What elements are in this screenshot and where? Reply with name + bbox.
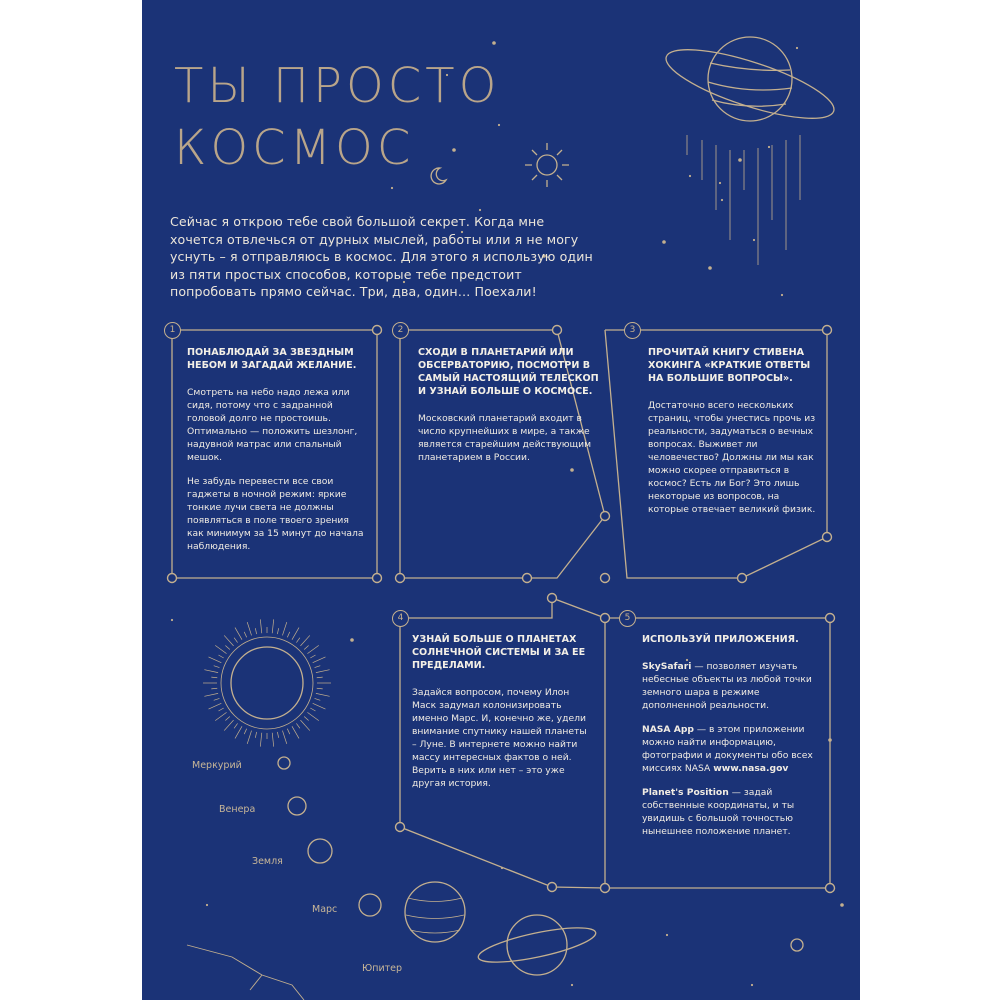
sun-ray bbox=[287, 632, 289, 637]
route-node bbox=[601, 614, 610, 623]
route-node bbox=[396, 823, 405, 832]
route-node bbox=[548, 883, 557, 892]
sun-ray bbox=[317, 688, 323, 689]
sun-icon bbox=[525, 143, 569, 187]
star-icon bbox=[571, 984, 573, 986]
app-description: — задай собственные координаты, и ты увидишь с большой точностью нынешнее положение планет. bbox=[642, 787, 795, 837]
route-node bbox=[738, 574, 747, 583]
sun-ray bbox=[277, 628, 278, 634]
route-node bbox=[373, 326, 382, 335]
route-node bbox=[823, 326, 832, 335]
sun-ray bbox=[272, 733, 273, 747]
planet-label-mercury: Меркурий bbox=[192, 760, 242, 771]
tip-3-text-1: Достаточно всего нескольких страниц, чтобы унестись прочь из реальности, задуматься о вечных вопросах. Выживет ли человечество? Должны ли мы как можно скорее отправиться в космос? Есть ли Бог? Это лишь некоторые из вопросов, на которые отвечает великий физик. bbox=[648, 400, 816, 515]
sun-ray bbox=[307, 645, 318, 653]
sun-ray bbox=[209, 703, 222, 709]
tip-1 bbox=[187, 346, 365, 564]
sun-ray bbox=[244, 729, 246, 734]
sun-ray bbox=[292, 628, 299, 640]
tip-number-2: 2 bbox=[392, 322, 409, 339]
tip-3 bbox=[648, 346, 818, 527]
sun-ray bbox=[224, 720, 233, 730]
tip-4 bbox=[412, 633, 590, 801]
constellation-icon bbox=[187, 945, 304, 1000]
planet-label-earth: Земля bbox=[252, 856, 283, 867]
sun-ray bbox=[247, 731, 251, 744]
sun-ray bbox=[313, 657, 326, 663]
sun-ray bbox=[296, 723, 300, 728]
star-icon bbox=[206, 904, 208, 906]
tip-number-1: 1 bbox=[164, 322, 181, 339]
sun-ray bbox=[307, 712, 318, 720]
star-icon bbox=[796, 47, 798, 49]
route-node bbox=[601, 512, 610, 521]
star-icon bbox=[350, 638, 354, 642]
planet-label-jupiter: Юпитер bbox=[362, 963, 403, 974]
planet-label-mars: Марс bbox=[312, 904, 338, 915]
big-sun-icon bbox=[221, 637, 313, 729]
app-name: SkySafari bbox=[642, 661, 692, 672]
star-icon bbox=[666, 934, 668, 936]
sun-ray bbox=[300, 635, 309, 645]
sun-ray bbox=[296, 638, 300, 643]
sun-ray bbox=[225, 716, 229, 720]
nasa-link[interactable]: www.nasa.gov bbox=[713, 763, 789, 774]
star-icon bbox=[492, 41, 496, 45]
sun-ray bbox=[215, 645, 226, 653]
sun-ray bbox=[292, 726, 299, 738]
sun-ray bbox=[313, 703, 326, 709]
tip-2-heading: СХОДИ В ПЛАНЕТАРИЙ ИЛИ ОБСЕРВАТОРИЮ, ПОСМОТРИ В САМЫЙ НАСТОЯЩИЙ ТЕЛЕСКОП И УЗНАЙ БОЛЬШЕ О КОСМОСЕ. bbox=[418, 347, 599, 397]
route-node bbox=[826, 614, 835, 623]
star-icon bbox=[840, 903, 844, 907]
sun-ray bbox=[235, 628, 242, 640]
tip-1-text-1: Смотреть на небо надо лежа или сидя, потому что с задранной головой долго не простоишь. Оптимально — положить шезлонг, надувной матрас или спальный мешок. bbox=[187, 387, 358, 463]
tip-5-heading: ИСПОЛЬЗУЙ ПРИЛОЖЕНИЯ. bbox=[642, 634, 799, 645]
sun-ray bbox=[310, 655, 315, 658]
app-skysafari bbox=[642, 660, 817, 712]
venus-planet bbox=[288, 797, 306, 815]
app-name: NASA App bbox=[642, 724, 694, 735]
sun-ray bbox=[315, 698, 321, 700]
sun-ray bbox=[255, 732, 256, 738]
star-icon bbox=[738, 158, 742, 162]
star-icon bbox=[753, 239, 755, 241]
saturn-icon bbox=[660, 36, 841, 132]
route-node bbox=[823, 533, 832, 542]
route-node bbox=[548, 594, 557, 603]
small-planet bbox=[791, 939, 803, 951]
sun-ray bbox=[211, 688, 217, 689]
sun-rays bbox=[203, 619, 331, 746]
tip-1-text-2: Не забудь перевести все свои гаджеты в ночной режим: яркие тонкие лучи света не должны появляться в поле твоего зрения как минимум за 15 минут до начала наблюдения. bbox=[187, 476, 364, 552]
sun-ray bbox=[244, 632, 246, 637]
sun-ray bbox=[214, 698, 220, 700]
sun-ray bbox=[310, 708, 315, 711]
star-icon bbox=[721, 199, 723, 201]
title-line-2: КОСМОС bbox=[174, 120, 415, 176]
sun-ray bbox=[260, 733, 261, 747]
tip-5 bbox=[642, 633, 817, 849]
tip-number-4: 4 bbox=[392, 610, 409, 627]
sun-ray bbox=[215, 712, 226, 720]
sun-ray bbox=[282, 731, 286, 744]
hanging-stars bbox=[687, 135, 800, 265]
tip-1-heading: ПОНАБЛЮДАЙ ЗА ЗВЕЗДНЫМ НЕБОМ И ЗАГАДАЙ ЖЕЛАНИЕ. bbox=[187, 347, 357, 371]
route-node bbox=[168, 574, 177, 583]
route-node bbox=[826, 884, 835, 893]
star-icon bbox=[662, 240, 666, 244]
app-planets-position bbox=[642, 786, 817, 838]
poster bbox=[142, 0, 860, 1000]
tip-2-text-1: Московский планетарий входит в число крупнейших в мире, а также является старейшим действующим планетарием в России. bbox=[418, 413, 592, 463]
page-title bbox=[174, 55, 500, 179]
sun-ray bbox=[235, 726, 242, 738]
sun-ray bbox=[225, 646, 229, 650]
sun-ray bbox=[315, 666, 321, 668]
route-node bbox=[523, 574, 532, 583]
sun-ray bbox=[282, 622, 286, 635]
saturn-small-icon bbox=[476, 915, 598, 975]
sun-ray bbox=[204, 670, 218, 673]
sun-ray bbox=[214, 666, 220, 668]
app-name: Planet's Position bbox=[642, 787, 729, 798]
mercury-planet bbox=[278, 757, 290, 769]
app-nasa bbox=[642, 723, 817, 775]
sun-ray bbox=[219, 655, 224, 658]
sun-ray bbox=[304, 646, 308, 650]
star-icon bbox=[708, 266, 712, 270]
star-icon bbox=[501, 867, 503, 869]
sun-ray bbox=[247, 622, 251, 635]
sun-ray bbox=[272, 619, 273, 633]
tip-number-5: 5 bbox=[619, 610, 636, 627]
sun-ray bbox=[219, 708, 224, 711]
star-icon bbox=[391, 187, 393, 189]
planet-label-venus: Венера bbox=[219, 804, 256, 815]
sun-ray bbox=[304, 716, 308, 720]
sun-ray bbox=[317, 677, 323, 678]
sun-ray bbox=[204, 693, 218, 696]
intro-paragraph: Сейчас я открою тебе свой большой секрет. Когда мне хочется отвлечься от дурных мыслей, работы или я не могу уснуть – я отправляюсь в космос. Для этого я использую один из пяти простых способов, которые тебе предстоит попробовать прямо сейчас. Три, два, один… Поехали! bbox=[170, 214, 593, 300]
route-node bbox=[396, 574, 405, 583]
app-description: — в этом приложении можно найти информацию, фотографии и документы обо всех миссиях NASA bbox=[642, 724, 813, 774]
sun-ray bbox=[255, 628, 256, 634]
tip-4-text-1: Задайся вопросом, почему Илон Маск задумал колонизировать именно Марс. И, конечно же, удели внимание спутнику нашей планеты – Луне. В интернете можно найти массу интересных фактов о ней. Верить в них или нет – это уже другая история. bbox=[412, 687, 587, 789]
star-icon bbox=[171, 619, 173, 621]
sun-ray bbox=[211, 677, 217, 678]
star-icon bbox=[479, 209, 481, 211]
sun-ray bbox=[316, 670, 330, 673]
app-description: — позволяет изучать небесные объекты из любой точки земного шара в режиме дополненной реальности. bbox=[642, 661, 812, 711]
title-line-1: ТЫ ПРОСТО bbox=[174, 58, 501, 114]
sun-ray bbox=[209, 657, 222, 663]
star-icon bbox=[689, 175, 691, 177]
tip-3-heading: ПРОЧИТАЙ КНИГУ СТИВЕНА ХОКИНГА «КРАТКИЕ ОТВЕТЫ НА БОЛЬШИЕ ВОПРОСЫ». bbox=[648, 347, 811, 384]
star-icon bbox=[781, 294, 783, 296]
star-icon bbox=[828, 738, 832, 742]
sun-ray bbox=[224, 635, 233, 645]
sun-ray bbox=[277, 732, 278, 738]
sun-ray bbox=[234, 723, 238, 728]
star-icon bbox=[768, 146, 770, 148]
sun-ray bbox=[260, 619, 261, 633]
tip-4-heading: УЗНАЙ БОЛЬШЕ О ПЛАНЕТАХ СОЛНЕЧНОЙ СИСТЕМЫ И ЗА ЕЕ ПРЕДЕЛАМИ. bbox=[412, 634, 586, 671]
route-node bbox=[601, 884, 610, 893]
tip-2 bbox=[418, 346, 602, 475]
sun-ray bbox=[287, 729, 289, 734]
tip-number-3: 3 bbox=[624, 322, 641, 339]
mars-planet bbox=[359, 894, 381, 916]
earth-planet bbox=[308, 839, 332, 863]
route-node bbox=[553, 326, 562, 335]
sun-ray bbox=[234, 638, 238, 643]
route-node bbox=[601, 574, 610, 583]
route-node bbox=[373, 574, 382, 583]
star-icon bbox=[719, 182, 721, 184]
star-icon bbox=[751, 984, 753, 986]
sun-ray bbox=[300, 720, 309, 730]
sun-ray bbox=[316, 693, 330, 696]
